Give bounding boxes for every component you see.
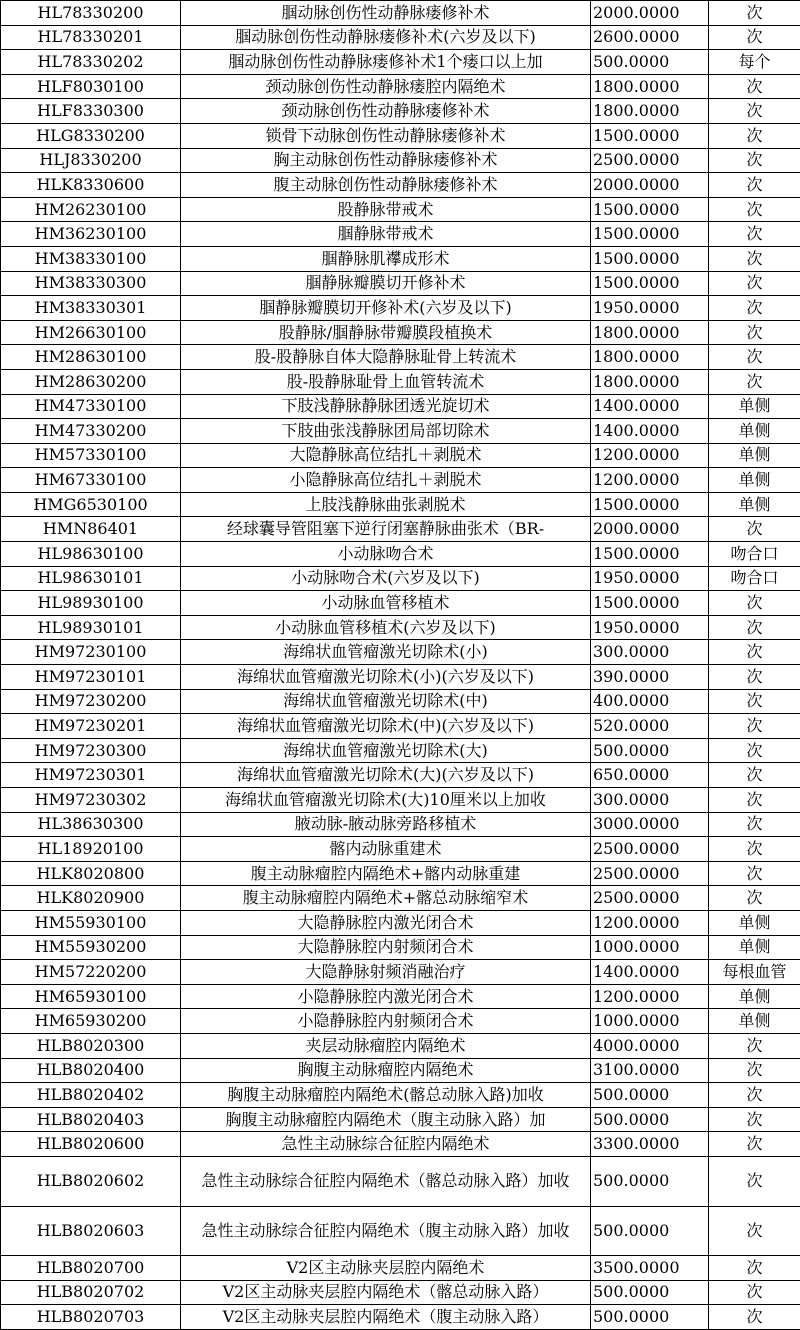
item-price-cell: 1400.0000: [591, 419, 709, 444]
item-name-cell: V2区主动脉夹层腔内隔绝术（腹主动脉入路）: [181, 1305, 591, 1330]
table-row: [1, 25, 800, 50]
item-code-cell: HL98930100: [1, 591, 181, 616]
item-unit-cell: 次: [709, 1256, 800, 1281]
item-name-cell: 下肢浅静脉静脉团透光旋切术: [181, 394, 591, 419]
item-unit-cell: 次: [709, 222, 800, 247]
item-name-cell: 夹层动脉瘤腔内隔绝术: [181, 1033, 591, 1058]
item-code-cell: HLB8020402: [1, 1083, 181, 1108]
item-code-cell: HL78330200: [1, 1, 181, 26]
item-code-cell: HLK8330600: [1, 173, 181, 198]
item-unit-cell: 每个: [709, 50, 800, 75]
item-code-cell: HM47330200: [1, 419, 181, 444]
table-row: [1, 763, 800, 788]
item-price-cell: 1950.0000: [591, 296, 709, 321]
item-price-cell: 3100.0000: [591, 1058, 709, 1083]
item-code-cell: HM97230100: [1, 640, 181, 665]
table-row: [1, 984, 800, 1009]
item-name-cell: 股静脉/腘静脉带瓣膜段植换术: [181, 320, 591, 345]
item-price-cell: 1000.0000: [591, 935, 709, 960]
item-unit-cell: 单侧: [709, 984, 800, 1009]
item-unit-cell: 单侧: [709, 419, 800, 444]
item-price-cell: 1800.0000: [591, 369, 709, 394]
item-code-cell: HM26230100: [1, 197, 181, 222]
item-code-cell: HLF8330300: [1, 99, 181, 124]
item-code-cell: HM55930200: [1, 935, 181, 960]
table-row: [1, 886, 800, 911]
table-row: [1, 738, 800, 763]
table-row: [1, 123, 800, 148]
item-price-cell: 3500.0000: [591, 1256, 709, 1281]
item-name-cell: 小隐静脉腔内激光闭合术: [181, 984, 591, 1009]
item-unit-cell: 次: [709, 271, 800, 296]
item-name-cell: 腹主动脉瘤腔内隔绝术+髂总动脉缩窄术: [181, 886, 591, 911]
item-unit-cell: 次: [709, 788, 800, 813]
item-price-cell: 2600.0000: [591, 25, 709, 50]
item-unit-cell: 次: [709, 173, 800, 198]
item-price-cell: 500.0000: [591, 1083, 709, 1108]
item-unit-cell: 次: [709, 517, 800, 542]
item-unit-cell: 吻合口: [709, 566, 800, 591]
item-name-cell: 大隐静脉射频消融治疗: [181, 960, 591, 985]
item-code-cell: HM28630200: [1, 369, 181, 394]
table-row: [1, 148, 800, 173]
item-price-cell: 3300.0000: [591, 1132, 709, 1157]
item-price-cell: 1500.0000: [591, 591, 709, 616]
item-name-cell: 颈动脉创伤性动静脉瘘修补术: [181, 99, 591, 124]
item-price-cell: 1800.0000: [591, 99, 709, 124]
item-name-cell: 胸腹主动脉瘤腔内隔绝术(髂总动脉入路)加收: [181, 1083, 591, 1108]
item-unit-cell: 次: [709, 714, 800, 739]
item-price-cell: 2500.0000: [591, 837, 709, 862]
item-code-cell: HM26630100: [1, 320, 181, 345]
item-code-cell: HM57220200: [1, 960, 181, 985]
item-price-cell: 500.0000: [591, 1280, 709, 1305]
item-name-cell: 急性主动脉综合征腔内隔绝术（腹主动脉入路）加收: [181, 1206, 591, 1256]
item-code-cell: HLK8020800: [1, 861, 181, 886]
table-row: [1, 910, 800, 935]
item-price-cell: 1950.0000: [591, 566, 709, 591]
table-row: [1, 1156, 800, 1206]
item-price-cell: 1500.0000: [591, 197, 709, 222]
item-code-cell: HM97230302: [1, 788, 181, 813]
table-row: [1, 566, 800, 591]
table-row: [1, 74, 800, 99]
item-unit-cell: 次: [709, 886, 800, 911]
table-row: [1, 542, 800, 567]
item-code-cell: HL98630101: [1, 566, 181, 591]
item-price-cell: 1500.0000: [591, 222, 709, 247]
item-code-cell: HM38330300: [1, 271, 181, 296]
item-unit-cell: 次: [709, 763, 800, 788]
table-row: [1, 1033, 800, 1058]
item-code-cell: HM47330100: [1, 394, 181, 419]
item-unit-cell: 次: [709, 738, 800, 763]
item-unit-cell: 次: [709, 615, 800, 640]
item-unit-cell: 次: [709, 1, 800, 26]
item-price-cell: 500.0000: [591, 738, 709, 763]
item-code-cell: HLB8020703: [1, 1305, 181, 1330]
item-code-cell: HMG6530100: [1, 492, 181, 517]
item-price-cell: 2500.0000: [591, 861, 709, 886]
item-name-cell: 急性主动脉综合征腔内隔绝术（髂总动脉入路）加收: [181, 1156, 591, 1206]
table-row: [1, 689, 800, 714]
item-price-cell: 650.0000: [591, 763, 709, 788]
item-unit-cell: 次: [709, 148, 800, 173]
item-name-cell: 大隐静脉腔内激光闭合术: [181, 910, 591, 935]
item-code-cell: HLJ8330200: [1, 148, 181, 173]
item-code-cell: HM97230201: [1, 714, 181, 739]
item-price-cell: 1500.0000: [591, 542, 709, 567]
item-price-cell: 1800.0000: [591, 74, 709, 99]
table-row: [1, 615, 800, 640]
table-row: [1, 935, 800, 960]
item-code-cell: HL18920100: [1, 837, 181, 862]
item-name-cell: V2区主动脉夹层腔内隔绝术: [181, 1256, 591, 1281]
item-price-cell: 300.0000: [591, 788, 709, 813]
item-name-cell: 胸主动脉创伤性动静脉瘘修补术: [181, 148, 591, 173]
item-code-cell: HM65930200: [1, 1009, 181, 1034]
item-code-cell: HLB8020600: [1, 1132, 181, 1157]
item-name-cell: 海绵状血管瘤激光切除术(小)(六岁及以下): [181, 665, 591, 690]
item-code-cell: HM57330100: [1, 443, 181, 468]
item-name-cell: 海绵状血管瘤激光切除术(大)10厘米以上加收: [181, 788, 591, 813]
table-row: [1, 369, 800, 394]
item-unit-cell: 次: [709, 665, 800, 690]
item-code-cell: HL38630300: [1, 812, 181, 837]
item-code-cell: HM55930100: [1, 910, 181, 935]
item-unit-cell: 次: [709, 591, 800, 616]
item-code-cell: HM97230101: [1, 665, 181, 690]
item-name-cell: 股-股静脉耻骨上血管转流术: [181, 369, 591, 394]
table-row: [1, 665, 800, 690]
item-name-cell: 腘动脉创伤性动静脉瘘修补术(六岁及以下): [181, 25, 591, 50]
item-name-cell: 上肢浅静脉曲张剥脱术: [181, 492, 591, 517]
item-name-cell: 腘动脉创伤性动静脉瘘修补术: [181, 1, 591, 26]
item-unit-cell: 次: [709, 74, 800, 99]
item-unit-cell: 吻合口: [709, 542, 800, 567]
item-unit-cell: 次: [709, 197, 800, 222]
item-unit-cell: 单侧: [709, 910, 800, 935]
item-name-cell: 小动脉血管移植术: [181, 591, 591, 616]
item-price-cell: 520.0000: [591, 714, 709, 739]
item-price-cell: 4000.0000: [591, 1033, 709, 1058]
item-name-cell: V2区主动脉夹层腔内隔绝术（髂总动脉入路）: [181, 1280, 591, 1305]
table-row: [1, 492, 800, 517]
item-unit-cell: 次: [709, 246, 800, 271]
table-row: [1, 861, 800, 886]
item-unit-cell: 次: [709, 369, 800, 394]
item-name-cell: 腘静脉带戒术: [181, 222, 591, 247]
item-unit-cell: 次: [709, 1132, 800, 1157]
item-unit-cell: 次: [709, 861, 800, 886]
item-name-cell: 小动脉吻合术: [181, 542, 591, 567]
item-price-cell: 500.0000: [591, 1206, 709, 1256]
item-unit-cell: 次: [709, 25, 800, 50]
item-price-cell: 500.0000: [591, 50, 709, 75]
item-price-cell: 500.0000: [591, 1107, 709, 1132]
item-price-cell: 400.0000: [591, 689, 709, 714]
table-row: [1, 960, 800, 985]
item-code-cell: HM97230301: [1, 763, 181, 788]
table-row: [1, 394, 800, 419]
item-price-cell: 1500.0000: [591, 492, 709, 517]
item-code-cell: HLB8020300: [1, 1033, 181, 1058]
item-code-cell: HM97230300: [1, 738, 181, 763]
item-code-cell: HM65930100: [1, 984, 181, 1009]
table-row: [1, 271, 800, 296]
table-row: [1, 99, 800, 124]
table-row: [1, 246, 800, 271]
item-code-cell: HLB8020602: [1, 1156, 181, 1206]
item-price-cell: 300.0000: [591, 640, 709, 665]
item-name-cell: 下肢曲张浅静脉团局部切除术: [181, 419, 591, 444]
item-code-cell: HLB8020603: [1, 1206, 181, 1256]
item-name-cell: 小隐静脉腔内射频闭合术: [181, 1009, 591, 1034]
item-price-cell: 3000.0000: [591, 812, 709, 837]
item-price-cell: 1950.0000: [591, 615, 709, 640]
item-name-cell: 急性主动脉综合征腔内隔绝术: [181, 1132, 591, 1157]
item-name-cell: 小动脉血管移植术(六岁及以下): [181, 615, 591, 640]
item-price-cell: 1800.0000: [591, 320, 709, 345]
item-name-cell: 腘静脉瓣膜切开修补术(六岁及以下): [181, 296, 591, 321]
item-name-cell: 海绵状血管瘤激光切除术(小): [181, 640, 591, 665]
item-unit-cell: 单侧: [709, 443, 800, 468]
table-row: [1, 812, 800, 837]
item-price-cell: 1500.0000: [591, 246, 709, 271]
item-code-cell: HLB8020702: [1, 1280, 181, 1305]
table-row: [1, 1107, 800, 1132]
table-row: [1, 443, 800, 468]
item-code-cell: HLB8020700: [1, 1256, 181, 1281]
table-row: [1, 640, 800, 665]
item-unit-cell: 次: [709, 345, 800, 370]
table-row: [1, 788, 800, 813]
item-unit-cell: 次: [709, 1206, 800, 1256]
item-unit-cell: 次: [709, 1107, 800, 1132]
item-name-cell: 股-股静脉自体大隐静脉耻骨上转流术: [181, 345, 591, 370]
table-row: [1, 1305, 800, 1330]
item-code-cell: HLG8330200: [1, 123, 181, 148]
item-price-cell: 1200.0000: [591, 910, 709, 935]
item-unit-cell: 次: [709, 296, 800, 321]
item-price-cell: 1500.0000: [591, 271, 709, 296]
table-row: [1, 320, 800, 345]
item-price-cell: 2500.0000: [591, 886, 709, 911]
item-code-cell: HM38330100: [1, 246, 181, 271]
item-name-cell: 颈动脉创伤性动静脉瘘腔内隔绝术: [181, 74, 591, 99]
item-unit-cell: 次: [709, 1280, 800, 1305]
item-name-cell: 大隐静脉高位结扎＋剥脱术: [181, 443, 591, 468]
table-row: [1, 1009, 800, 1034]
item-name-cell: 髂内动脉重建术: [181, 837, 591, 862]
item-name-cell: 腘静脉肌襻成形术: [181, 246, 591, 271]
item-code-cell: HM28630100: [1, 345, 181, 370]
item-name-cell: 锁骨下动脉创伤性动静脉瘘修补术: [181, 123, 591, 148]
item-unit-cell: 单侧: [709, 1009, 800, 1034]
table-row: [1, 591, 800, 616]
table-row: [1, 517, 800, 542]
item-name-cell: 腘静脉瓣膜切开修补术: [181, 271, 591, 296]
item-unit-cell: 次: [709, 99, 800, 124]
item-price-cell: 500.0000: [591, 1156, 709, 1206]
item-price-cell: 1400.0000: [591, 960, 709, 985]
item-price-cell: 1400.0000: [591, 394, 709, 419]
item-code-cell: HL78330202: [1, 50, 181, 75]
table-row: [1, 50, 800, 75]
item-unit-cell: 每根血管: [709, 960, 800, 985]
item-price-cell: 500.0000: [591, 1305, 709, 1330]
item-code-cell: HL98630100: [1, 542, 181, 567]
item-unit-cell: 单侧: [709, 935, 800, 960]
item-name-cell: 海绵状血管瘤激光切除术(中)(六岁及以下): [181, 714, 591, 739]
item-name-cell: 小隐静脉高位结扎＋剥脱术: [181, 468, 591, 493]
item-code-cell: HM38330301: [1, 296, 181, 321]
item-code-cell: HM36230100: [1, 222, 181, 247]
item-code-cell: HLK8020900: [1, 886, 181, 911]
item-unit-cell: 单侧: [709, 394, 800, 419]
item-unit-cell: 次: [709, 1083, 800, 1108]
item-unit-cell: 次: [709, 837, 800, 862]
item-price-cell: 1000.0000: [591, 1009, 709, 1034]
item-name-cell: 股静脉带戒术: [181, 197, 591, 222]
table-row: [1, 419, 800, 444]
item-price-cell: 1800.0000: [591, 345, 709, 370]
item-price-cell: 390.0000: [591, 665, 709, 690]
item-code-cell: HLB8020403: [1, 1107, 181, 1132]
item-price-cell: 1200.0000: [591, 443, 709, 468]
item-code-cell: HL98930101: [1, 615, 181, 640]
item-unit-cell: 单侧: [709, 468, 800, 493]
item-unit-cell: 次: [709, 812, 800, 837]
item-name-cell: 大隐静脉腔内射频闭合术: [181, 935, 591, 960]
item-code-cell: HM67330100: [1, 468, 181, 493]
item-price-cell: 1200.0000: [591, 468, 709, 493]
item-price-cell: 2000.0000: [591, 1, 709, 26]
item-name-cell: 海绵状血管瘤激光切除术(中): [181, 689, 591, 714]
item-name-cell: 腋动脉-腋动脉旁路移植术: [181, 812, 591, 837]
item-code-cell: HL78330201: [1, 25, 181, 50]
item-unit-cell: 次: [709, 1305, 800, 1330]
item-unit-cell: 次: [709, 640, 800, 665]
table-row: [1, 173, 800, 198]
table-row: [1, 1, 800, 26]
item-unit-cell: 次: [709, 320, 800, 345]
table-row: [1, 1256, 800, 1281]
table-row: [1, 1083, 800, 1108]
item-name-cell: 海绵状血管瘤激光切除术(大): [181, 738, 591, 763]
item-name-cell: 腹主动脉创伤性动静脉瘘修补术: [181, 173, 591, 198]
table-row: [1, 1206, 800, 1256]
item-unit-cell: 单侧: [709, 492, 800, 517]
item-name-cell: 腹主动脉瘤腔内隔绝术+髂内动脉重建: [181, 861, 591, 886]
item-unit-cell: 次: [709, 123, 800, 148]
item-unit-cell: 次: [709, 1033, 800, 1058]
item-name-cell: 小动脉吻合术(六岁及以下): [181, 566, 591, 591]
table-row: [1, 1280, 800, 1305]
item-code-cell: HMN86401: [1, 517, 181, 542]
item-name-cell: 胸腹主动脉瘤腔内隔绝术（腹主动脉入路）加: [181, 1107, 591, 1132]
table-row: [1, 468, 800, 493]
item-code-cell: HLB8020400: [1, 1058, 181, 1083]
item-name-cell: 经球囊导管阻塞下逆行闭塞静脉曲张术（BR-: [181, 517, 591, 542]
table-row: [1, 296, 800, 321]
item-price-cell: 1200.0000: [591, 984, 709, 1009]
item-code-cell: HM97230200: [1, 689, 181, 714]
item-code-cell: HLF8030100: [1, 74, 181, 99]
item-price-cell: 2500.0000: [591, 148, 709, 173]
item-price-cell: 1500.0000: [591, 123, 709, 148]
table-row: [1, 197, 800, 222]
item-name-cell: 胸腹主动脉瘤腔内隔绝术: [181, 1058, 591, 1083]
table-row: [1, 1132, 800, 1157]
table-row: [1, 1058, 800, 1083]
table-row: [1, 837, 800, 862]
item-unit-cell: 次: [709, 1156, 800, 1206]
item-unit-cell: 次: [709, 1058, 800, 1083]
item-price-cell: 2000.0000: [591, 173, 709, 198]
fee-table-body: [1, 1, 800, 1330]
item-name-cell: 海绵状血管瘤激光切除术(大)(六岁及以下): [181, 763, 591, 788]
table-row: [1, 345, 800, 370]
item-price-cell: 2000.0000: [591, 517, 709, 542]
item-name-cell: 腘动脉创伤性动静脉瘘修补术1个瘘口以上加: [181, 50, 591, 75]
table-row: [1, 714, 800, 739]
table-row: [1, 222, 800, 247]
item-unit-cell: 次: [709, 689, 800, 714]
